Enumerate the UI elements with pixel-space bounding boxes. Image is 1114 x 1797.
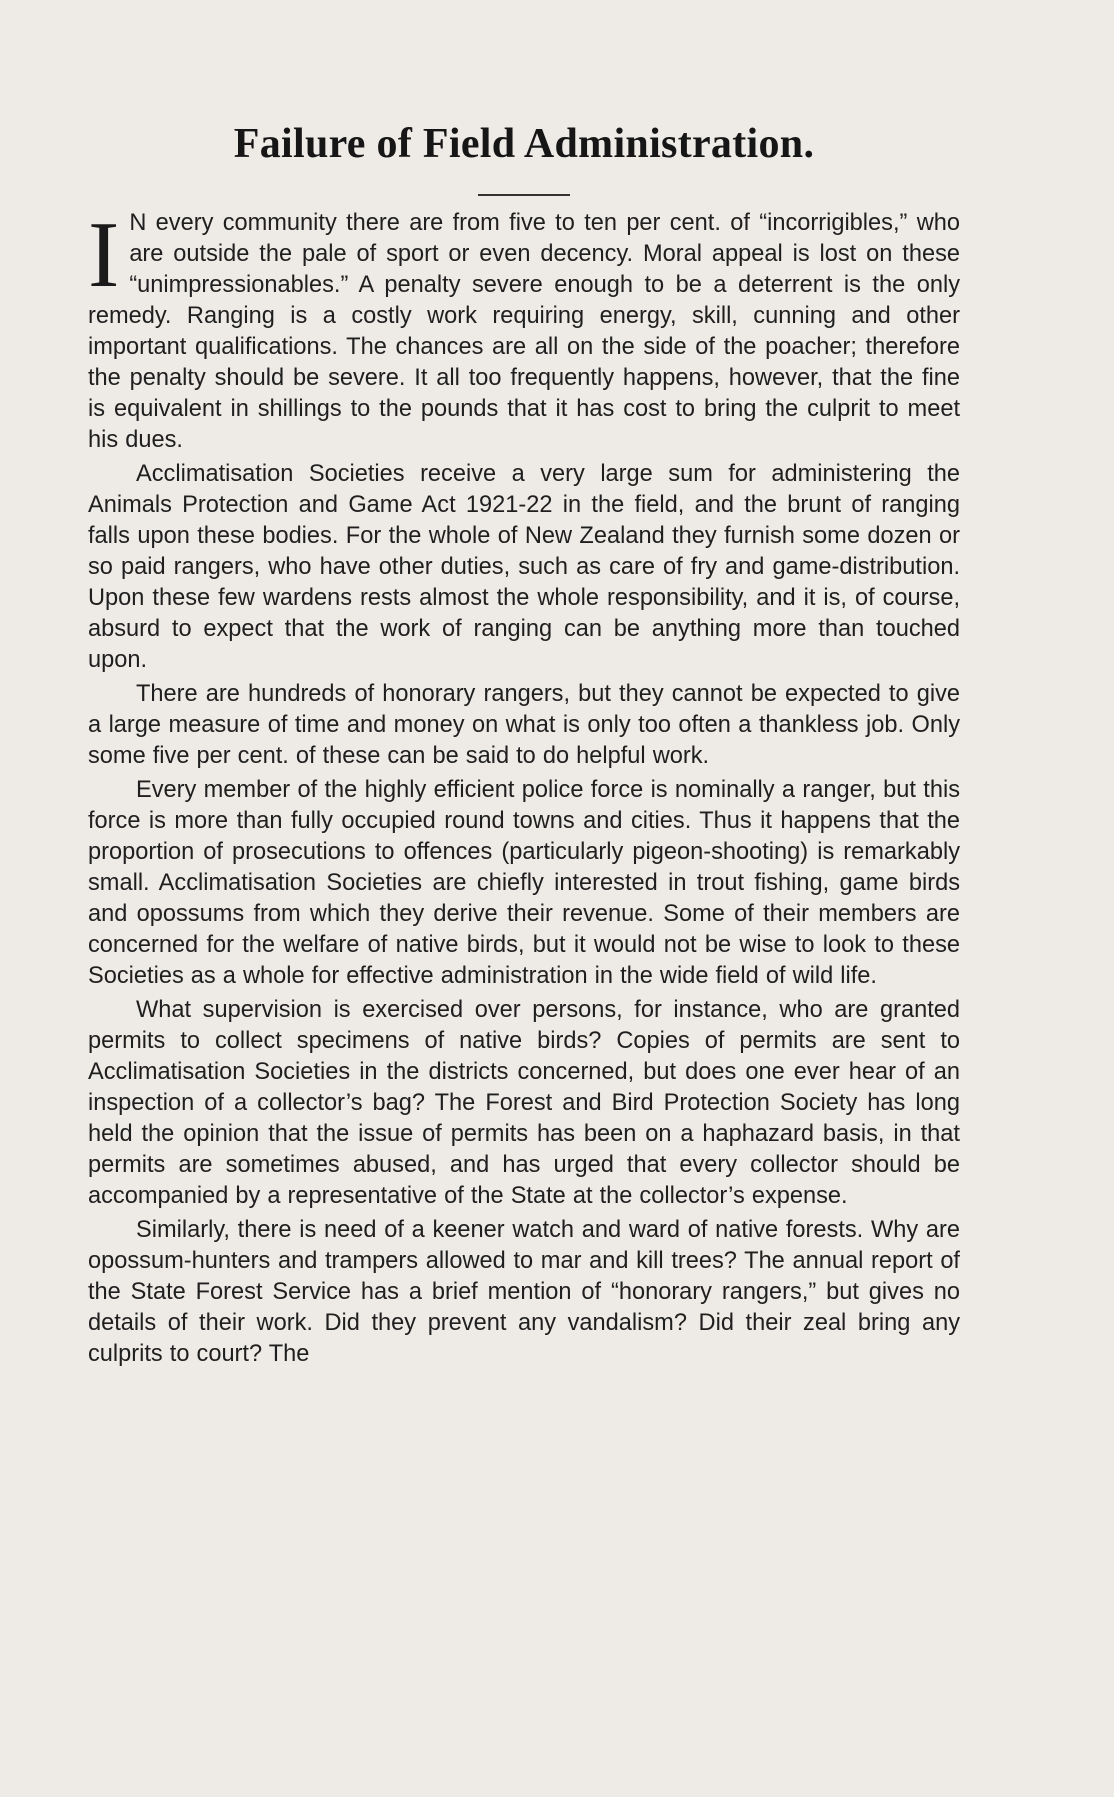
paragraph-1-text: N every community there are from five to ten per cent. of “incorrigibles,” who are outside the pale of sport or even decency. Moral appeal is lost on these “unimpressionables.” A penalty severe enough to be a deterrent is the only remedy. Ranging is a costly work requiring energy, skill, cunning and other important qualifications. The chances are all on the side of the poacher; therefore the penalty should be severe. It all too frequently happens, however, that the fine is equivalent in shillings to the pounds that it has cost to bring the culprit to meet his dues. (88, 210, 960, 453)
paragraph-2: Acclimatisation Societies receive a very large sum for administering the Animals Protection and Game Act 1921-22 in the field, and the brunt of ranging falls upon these bodies. For the whole of New Zealand they furnish some dozen or so paid rangers, who have other duties, such as care of fry and game-distribution. Upon these few wardens rests almost the whole responsibility, and it is, of course, absurd to expect that the work of ranging can be anything more than touched upon. (88, 461, 960, 673)
paragraph-5: What supervision is exercised over persons, for instance, who are granted permits to collect specimens of native birds? Copies of permits are sent to Acclimatisation Societies in the districts concerned, but does one ever hear of an inspection of a collector’s bag? The Forest and Bird Protection Society has long held the opinion that the issue of permits has been on a haphazard basis, in that permits are sometimes abused, and has urged that every collector should be accompanied by a representative of the State at the collector’s expense. (88, 997, 960, 1209)
paragraph-3: There are hundreds of honorary rangers, but they cannot be expected to give a large measure of time and money on what is only too often a thankless job. Only some five per cent. of these can be said to do helpful work. (88, 681, 960, 769)
article (88, 120, 960, 1370)
title-divider (478, 194, 570, 196)
article-title: Failure of Field Administration. (233, 121, 815, 167)
paragraph-4: Every member of the highly efficient police force is nominally a ranger, but this force is more than fully occupied round towns and cities. Thus it happens that the proportion of prosecutions to offences (particularly pigeon-shooting) is remarkably small. Acclimatisation Societies are chiefly interested in trout fishing, game birds and opossums from which they derive their revenue. Some of their members are concerned for the welfare of native birds, but it would not be wise to look to these Societies as a whole for effective administration in the wide field of wild life. (88, 777, 960, 989)
drop-cap: I (88, 203, 120, 307)
paragraph-1 (88, 203, 960, 456)
paragraph-6: Similarly, there is need of a keener watch and ward of native forests. Why are opossum-hunters and trampers allowed to mar and kill trees? The annual report of the State Forest Service has a brief mention of “honorary rangers,” but gives no details of their work. Did they prevent any vandalism? Did their zeal bring any culprits to court? The (88, 1217, 960, 1367)
